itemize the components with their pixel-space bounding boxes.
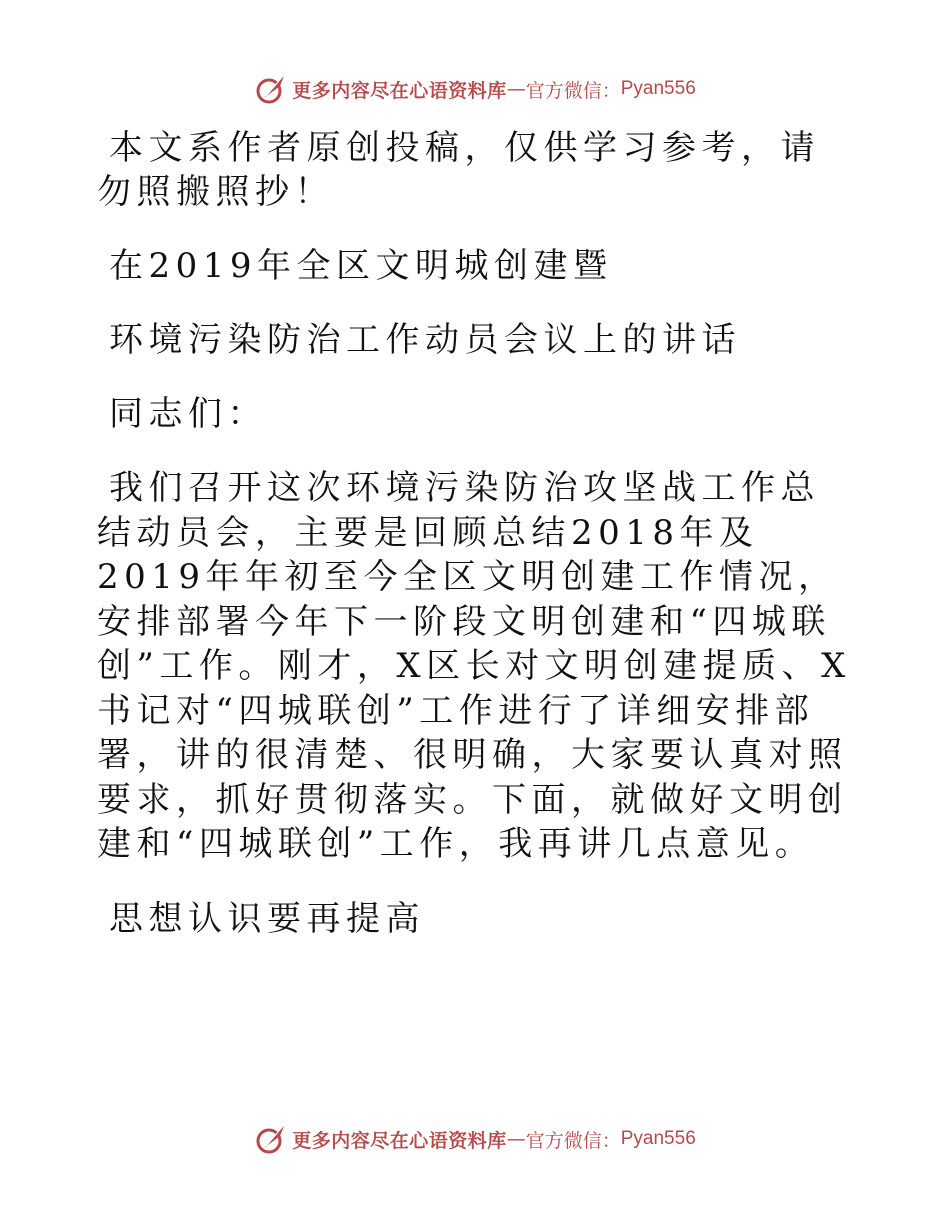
quill-logo-icon	[254, 72, 288, 106]
banner-wechat-id: Pyan556	[620, 78, 696, 99]
banner-sub-text: 官方微信：	[525, 79, 621, 102]
speech-title-line-2: 环境污染防治工作动员会议上的讲话	[109, 320, 741, 360]
copyright-notice: 本文系作者原创投稿，仅供学习参考，请勿照搬照抄！	[97, 128, 820, 212]
body-paragraph: 我们召开这次环境污染防治攻坚战工作总结动员会，主要是回顾总结2018年及2019年年初至今全区文明创建工作情况，安排部署今年下一阶段文明创建和“四城联创”工作。刚才，X区长对文明创建提质、X书记对“四城联创”工作进行了详细安排部署，讲的很清楚、很明确，大家要认真对照要求，抓好贯彻落实。下面，就做好文明创建和“四城联创”工作，我再讲几点意见。	[97, 468, 851, 864]
banner-dash: —	[506, 78, 526, 100]
header-banner	[0, 72, 950, 106]
banner-wechat-id: Pyan556	[620, 1128, 696, 1149]
banner-main-text: 更多内容尽在心语资料库	[292, 79, 507, 102]
section-heading: 思想认识要再提高	[109, 898, 425, 939]
banner-main-text: 更多内容尽在心语资料库	[292, 1129, 507, 1152]
banner-dash: —	[506, 1128, 526, 1150]
quill-logo-icon	[254, 1122, 288, 1156]
banner-sub-text: 官方微信：	[525, 1129, 621, 1152]
document-body	[97, 126, 857, 971]
greeting: 同志们：	[109, 394, 267, 434]
speech-title-line-1: 在2019年全区文明城创建暨	[109, 246, 613, 286]
footer-banner	[0, 1122, 950, 1156]
